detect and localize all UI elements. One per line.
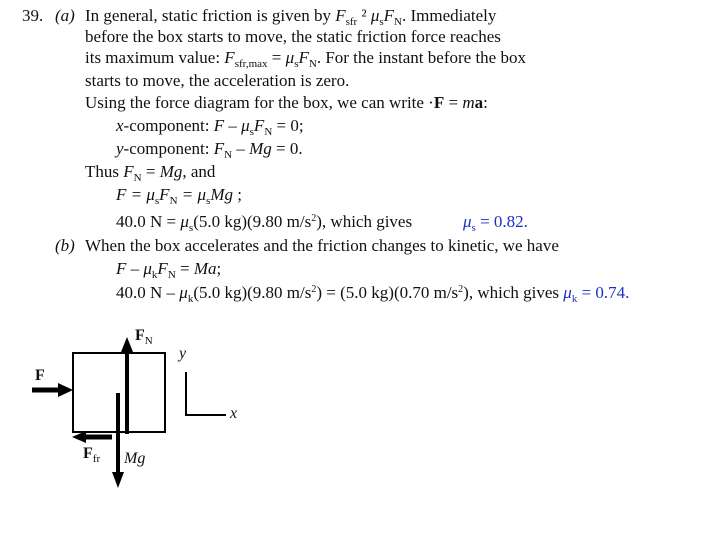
equation-line: $F - \mu_kF_N = Ma$;: [116, 259, 222, 281]
part-b-label: (b): [55, 236, 75, 255]
label-FN: $F_N$: [135, 327, 153, 347]
answer-mu-k: $\mu_k = 0.74$.: [563, 283, 630, 305]
label-F: F: [35, 367, 45, 384]
coordinate-axes: [186, 372, 226, 415]
label-x-axis: x: [230, 405, 238, 422]
answer-mu-s: $\mu_s = 0.82$.: [463, 212, 528, 234]
equation-line: $F = \mu_sF_N = \mu_sMg$ ;: [116, 185, 242, 207]
label-Ffr: $F_{fr}$: [83, 445, 101, 465]
equation-line: x-component: $F - \mu_sF_N = 0$;: [116, 116, 304, 138]
text-line: Using the force diagram for the box, we can write ·F = ma:: [85, 93, 488, 112]
text-line: before the box starts to move, the static friction force reaches: [85, 27, 501, 46]
part-a-label: (a): [55, 6, 75, 25]
problem-number: 39.: [22, 6, 44, 25]
equation-line: 40.0 N – $\mu_k(5.0$ kg)(9.80 $m/s^2) = (5.0$ kg)(0.70 $m/s^2$), which gives $\mu_k = 0.74$.: [116, 283, 630, 305]
text-line: starts to move, the acceleration is zero.: [85, 71, 350, 90]
text-line: In general, static friction is given by $F_{sfr}$ ² $\mu_sF_N$. Immediately: [85, 6, 497, 28]
label-Mg: Mg: [124, 450, 146, 467]
equation-line: y-component: $F_N - Mg = 0$.: [116, 139, 303, 161]
text-line: its maximum value: $F_{sfr,max} = \mu_sF_N$. For the instant before the box: [85, 48, 526, 70]
text-line: When the box accelerates and the friction changes to kinetic, we have: [85, 236, 559, 255]
equation-line: 40.0 $N = \mu_s(5.0$ kg)(9.80 $m/s^2$), which gives: [116, 212, 413, 234]
text-line: Thus $F_N = Mg$, and: [85, 162, 216, 184]
label-y-axis: y: [179, 345, 187, 362]
